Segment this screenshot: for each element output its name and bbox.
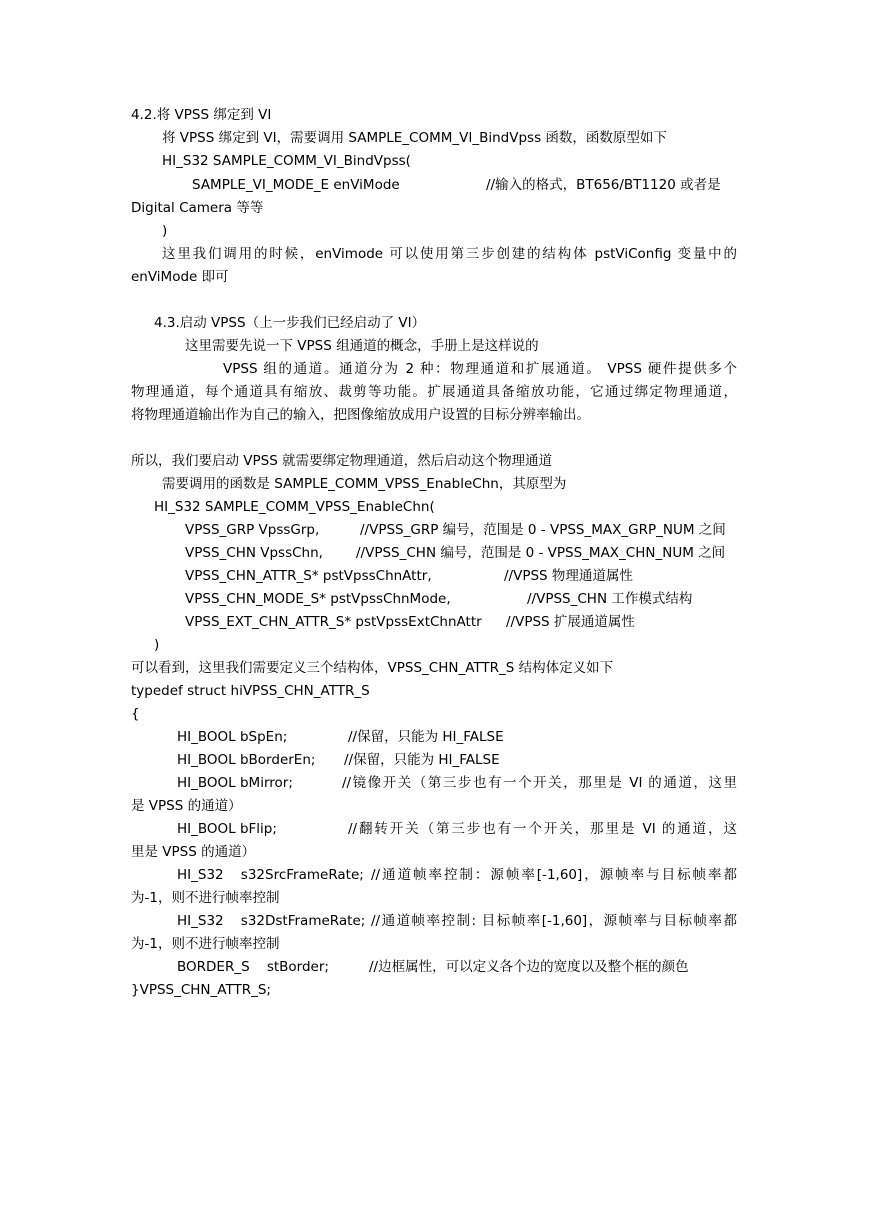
enablechn-param-comment: //VPSS 物理通道属性	[504, 568, 633, 584]
bindvpss-param: SAMPLE_VI_MODE_E enViMode	[192, 177, 400, 193]
enablechn-param-comment: //VPSS_CHN 编号，范围是 0 - VPSS_MAX_CHN_NUM 之间	[356, 545, 726, 561]
struct-intro: 可以看到，这里我们需要定义三个结构体，VPSS_CHN_ATTR_S 结构体定义如下	[131, 660, 614, 676]
bindvpss-signature: HI_S32 SAMPLE_COMM_VI_BindVpss(	[162, 153, 411, 169]
struct-field-code: HI_BOOL bMirror;	[177, 775, 293, 791]
enablechn-param-code: VPSS_CHN VpssChn,	[185, 545, 323, 561]
bind-note-line-2: enViMode 即可	[131, 269, 229, 285]
so-paragraph: 所以，我们要启动 VPSS 就需要绑定物理通道，然后启动这个物理通道	[131, 453, 553, 469]
struct-field-comment: //保留，只能为 HI_FALSE	[348, 729, 504, 745]
enablechn-param-code: VPSS_GRP VpssGrp,	[185, 522, 320, 538]
open-brace: {	[131, 706, 140, 722]
struct-field-comment-cont: 是 VPSS 的通道）	[131, 798, 242, 814]
section-4-3-intro: 这里需要先说一下 VPSS 组通道的概念，手册上是这样说的	[185, 338, 539, 354]
enablechn-close: )	[154, 637, 160, 653]
struct-field-comment-cont: 为-1，则不进行帧率控制	[131, 936, 280, 952]
struct-field-code: BORDER_S stBorder;	[177, 959, 329, 975]
struct-field-comment: //翻转开关（第三步也有一个开关，那里是 VI 的通道，这	[348, 821, 737, 837]
section-4-2-heading: 4.2.将 VPSS 绑定到 VI	[131, 107, 272, 123]
struct-field-code: HI_BOOL bSpEn;	[177, 729, 288, 745]
struct-field-code: HI_BOOL bFlip;	[177, 821, 277, 837]
enablechn-param-code: VPSS_CHN_MODE_S* pstVpssChnMode,	[185, 591, 451, 607]
struct-field-code: HI_BOOL bBorderEn;	[177, 752, 316, 768]
struct-close: }VPSS_CHN_ATTR_S;	[131, 982, 271, 998]
struct-field-code: HI_S32 s32DstFrameRate;	[177, 913, 366, 929]
struct-field-comment: //边框属性，可以定义各个边的宽度以及整个框的颜色	[369, 959, 689, 975]
bindvpss-close: )	[162, 223, 168, 239]
manual-quote-line-3: 将物理通道输出作为自己的输入，把图像缩放成用户设置的目标分辨率输出。	[131, 407, 590, 423]
struct-field-comment: //保留，只能为 HI_FALSE	[344, 752, 500, 768]
struct-field-comment-cont: 里是 VPSS 的通道）	[131, 844, 256, 860]
manual-quote-line-2: 物理通道，每个通道具有缩放、裁剪等功能。扩展通道具备缩放功能，它通过绑定物理通道，	[131, 384, 737, 400]
struct-field-code: HI_S32 s32SrcFrameRate;	[177, 867, 364, 883]
struct-field-comment: //通道帧率控制：源帧率[-1,60]，源帧率与目标帧率都	[371, 867, 737, 883]
enablechn-param-code: VPSS_EXT_CHN_ATTR_S* pstVpssExtChnAttr	[185, 614, 482, 630]
bind-note-line-1: 这里我们调用的时候，enVimode 可以使用第三步创建的结构体 pstViConfig 变量中的	[162, 246, 737, 262]
section-4-3-heading: 4.3.启动 VPSS（上一步我们已经启动了 VI）	[154, 315, 426, 331]
struct-field-comment-cont: 为-1，则不进行帧率控制	[131, 890, 280, 906]
bindvpss-param-comment: //输入的格式，BT656/BT1120 或者是	[486, 177, 721, 193]
struct-field-comment: //镜像开关（第三步也有一个开关，那里是 VI 的通道，这里	[342, 775, 737, 791]
struct-field-comment: //通道帧率控制: 目标帧率[-1,60]，源帧率与目标帧率都	[371, 913, 737, 929]
enablechn-param-comment: //VPSS 扩展通道属性	[506, 614, 635, 630]
need-function-line: 需要调用的函数是 SAMPLE_COMM_VPSS_EnableChn，其原型为	[162, 476, 567, 492]
enablechn-param-comment: //VPSS_GRP 编号，范围是 0 - VPSS_MAX_GRP_NUM 之间	[360, 522, 726, 538]
manual-quote-line-1: VPSS 组的通道。通道分为 2 种：物理通道和扩展通道。 VPSS 硬件提供多个	[223, 361, 737, 377]
enablechn-param-comment: //VPSS_CHN 工作模式结构	[527, 591, 693, 607]
section-4-2-intro: 将 VPSS 绑定到 VI，需要调用 SAMPLE_COMM_VI_BindVpss 函数，函数原型如下	[162, 130, 667, 146]
typedef-line: typedef struct hiVPSS_CHN_ATTR_S	[131, 683, 370, 699]
enablechn-signature: HI_S32 SAMPLE_COMM_VPSS_EnableChn(	[154, 499, 435, 515]
bindvpss-param-comment-cont: Digital Camera 等等	[131, 200, 264, 216]
enablechn-param-code: VPSS_CHN_ATTR_S* pstVpssChnAttr,	[185, 568, 432, 584]
